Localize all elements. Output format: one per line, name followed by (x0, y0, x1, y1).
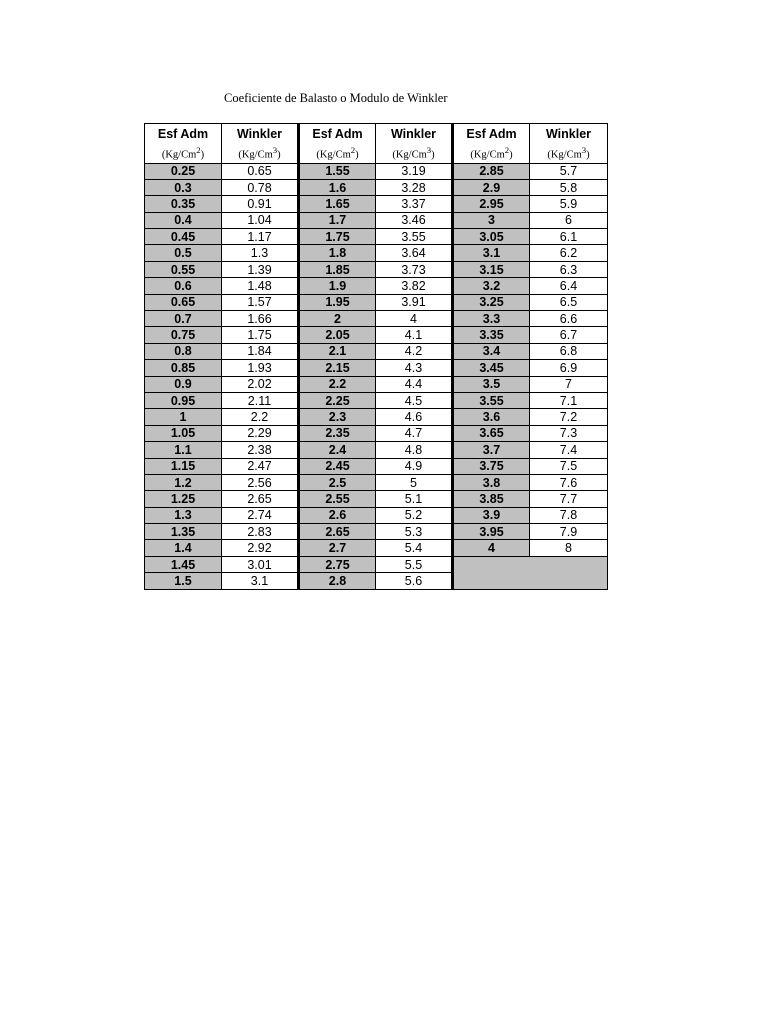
winkler-table (144, 123, 608, 590)
winkler-cell: 7.1 (530, 392, 608, 408)
table-row (145, 212, 608, 228)
winkler-cell: 6.5 (530, 294, 608, 310)
esf-adm-cell: 3.9 (453, 507, 530, 523)
winkler-cell: 5.1 (376, 491, 453, 507)
winkler-cell: 5.3 (376, 524, 453, 540)
esf-adm-cell: 3.25 (453, 294, 530, 310)
winkler-cell: 6.8 (530, 343, 608, 359)
winkler-cell: 4.1 (376, 327, 453, 343)
esf-adm-cell: 0.55 (145, 261, 222, 277)
winkler-cell: 4.8 (376, 442, 453, 458)
esf-adm-cell: 3.05 (453, 229, 530, 245)
table-row (145, 491, 608, 507)
esf-adm-cell: 1.3 (145, 507, 222, 523)
winkler-cell: 5 (376, 474, 453, 490)
esf-adm-cell: 1.15 (145, 458, 222, 474)
table-body (145, 163, 608, 589)
winkler-cell: 4.2 (376, 343, 453, 359)
winkler-cell: 3.91 (376, 294, 453, 310)
winkler-cell: 1.66 (222, 311, 299, 327)
table-row (145, 425, 608, 441)
table-row (145, 376, 608, 392)
esf-adm-cell: 1.45 (145, 556, 222, 572)
winkler-header: Winkler (222, 124, 299, 144)
table-row (145, 524, 608, 540)
esf-adm-cell: 2.75 (299, 556, 376, 572)
winkler-cell: 4.7 (376, 425, 453, 441)
esf-adm-header: Esf Adm (145, 124, 222, 144)
esf-adm-cell: 4 (453, 540, 530, 556)
winkler-cell: 7.8 (530, 507, 608, 523)
table-row (145, 409, 608, 425)
winkler-cell: 5.9 (530, 196, 608, 212)
winkler-cell: 4.6 (376, 409, 453, 425)
esf-adm-header: Esf Adm (453, 124, 530, 144)
winkler-cell: 3.19 (376, 163, 453, 179)
esf-adm-cell: 2 (299, 311, 376, 327)
winkler-cell: 2.92 (222, 540, 299, 556)
esf-adm-cell: 3.8 (453, 474, 530, 490)
winkler-cell: 1.75 (222, 327, 299, 343)
esf-adm-cell: 1.9 (299, 278, 376, 294)
winkler-cell: 5.2 (376, 507, 453, 523)
table-row (145, 311, 608, 327)
winkler-cell: 6.9 (530, 360, 608, 376)
table-row (145, 245, 608, 261)
esf-adm-cell: 1.6 (299, 179, 376, 195)
esf-adm-cell: 2.4 (299, 442, 376, 458)
esf-adm-cell: 3.95 (453, 524, 530, 540)
winkler-cell: 5.8 (530, 179, 608, 195)
winkler-cell: 1.84 (222, 343, 299, 359)
winkler-cell: 5.4 (376, 540, 453, 556)
table-row (145, 360, 608, 376)
esf-adm-cell: 0.7 (145, 311, 222, 327)
esf-adm-cell: 3.1 (453, 245, 530, 261)
esf-adm-cell: 0.95 (145, 392, 222, 408)
winkler-cell: 7.4 (530, 442, 608, 458)
esf-adm-cell: 2.9 (453, 179, 530, 195)
table-row (145, 474, 608, 490)
winkler-cell: 0.91 (222, 196, 299, 212)
esf-adm-cell: 3.6 (453, 409, 530, 425)
esf-adm-cell: 1.05 (145, 425, 222, 441)
winkler-cell: 1.17 (222, 229, 299, 245)
winkler-cell: 1.04 (222, 212, 299, 228)
esf-adm-header: Esf Adm (299, 124, 376, 144)
table-row (145, 294, 608, 310)
winkler-cell: 3.37 (376, 196, 453, 212)
esf-adm-cell: 1.5 (145, 573, 222, 589)
winkler-unit: (Kg/Cm$^3$) (222, 143, 299, 163)
esf-adm-cell: 0.75 (145, 327, 222, 343)
esf-adm-cell: 2.2 (299, 376, 376, 392)
winkler-cell: 2.2 (222, 409, 299, 425)
esf-adm-cell: 2.25 (299, 392, 376, 408)
esf-adm-cell: 1.25 (145, 491, 222, 507)
winkler-cell: 3.1 (222, 573, 299, 589)
esf-unit: (Kg/Cm$^2$) (299, 143, 376, 163)
esf-adm-cell: 3.7 (453, 442, 530, 458)
winkler-cell: 3.55 (376, 229, 453, 245)
empty-shaded-cell (453, 556, 608, 589)
esf-adm-cell: 3.5 (453, 376, 530, 392)
esf-adm-cell: 0.85 (145, 360, 222, 376)
winkler-cell: 2.29 (222, 425, 299, 441)
winkler-cell: 6.2 (530, 245, 608, 261)
winkler-cell: 7.2 (530, 409, 608, 425)
esf-adm-cell: 2.95 (453, 196, 530, 212)
esf-adm-cell: 0.35 (145, 196, 222, 212)
winkler-cell: 7.7 (530, 491, 608, 507)
winkler-cell: 6.6 (530, 311, 608, 327)
winkler-cell: 2.11 (222, 392, 299, 408)
esf-adm-cell: 1.55 (299, 163, 376, 179)
unit-row (145, 143, 608, 163)
winkler-cell: 1.3 (222, 245, 299, 261)
esf-adm-cell: 3.4 (453, 343, 530, 359)
esf-adm-cell: 0.9 (145, 376, 222, 392)
table-row (145, 458, 608, 474)
esf-adm-cell: 2.35 (299, 425, 376, 441)
table-row (145, 179, 608, 195)
table-row (145, 261, 608, 277)
winkler-cell: 2.38 (222, 442, 299, 458)
winkler-cell: 5.5 (376, 556, 453, 572)
winkler-cell: 6.3 (530, 261, 608, 277)
winkler-cell: 4.3 (376, 360, 453, 376)
esf-adm-cell: 0.3 (145, 179, 222, 195)
esf-adm-cell: 1.95 (299, 294, 376, 310)
esf-adm-cell: 3 (453, 212, 530, 228)
winkler-cell: 1.39 (222, 261, 299, 277)
esf-adm-cell: 2.3 (299, 409, 376, 425)
esf-adm-cell: 2.45 (299, 458, 376, 474)
winkler-header: Winkler (376, 124, 453, 144)
header-row (145, 124, 608, 144)
table-row (145, 540, 608, 556)
winkler-cell: 4.9 (376, 458, 453, 474)
winkler-header: Winkler (530, 124, 608, 144)
winkler-cell: 6.4 (530, 278, 608, 294)
esf-adm-cell: 2.65 (299, 524, 376, 540)
esf-adm-cell: 3.35 (453, 327, 530, 343)
winkler-cell: 1.48 (222, 278, 299, 294)
winkler-cell: 0.78 (222, 179, 299, 195)
winkler-unit: (Kg/Cm$^3$) (376, 143, 453, 163)
winkler-cell: 3.64 (376, 245, 453, 261)
winkler-cell: 7.3 (530, 425, 608, 441)
esf-adm-cell: 3.3 (453, 311, 530, 327)
esf-adm-cell: 0.4 (145, 212, 222, 228)
esf-adm-cell: 0.45 (145, 229, 222, 245)
winkler-cell: 2.56 (222, 474, 299, 490)
esf-adm-cell: 0.6 (145, 278, 222, 294)
esf-adm-cell: 1.2 (145, 474, 222, 490)
winkler-cell: 1.93 (222, 360, 299, 376)
winkler-cell: 7.9 (530, 524, 608, 540)
esf-adm-cell: 0.8 (145, 343, 222, 359)
winkler-cell: 0.65 (222, 163, 299, 179)
esf-adm-cell: 2.7 (299, 540, 376, 556)
esf-adm-cell: 3.65 (453, 425, 530, 441)
winkler-cell: 2.65 (222, 491, 299, 507)
esf-adm-cell: 1.8 (299, 245, 376, 261)
esf-adm-cell: 0.65 (145, 294, 222, 310)
table-row (145, 196, 608, 212)
winkler-cell: 2.47 (222, 458, 299, 474)
winkler-cell: 7.6 (530, 474, 608, 490)
winkler-cell: 8 (530, 540, 608, 556)
winkler-cell: 4.4 (376, 376, 453, 392)
winkler-cell: 5.6 (376, 573, 453, 589)
esf-adm-cell: 0.25 (145, 163, 222, 179)
winkler-cell: 2.02 (222, 376, 299, 392)
winkler-unit: (Kg/Cm$^3$) (530, 143, 608, 163)
esf-adm-cell: 3.15 (453, 261, 530, 277)
winkler-cell: 3.82 (376, 278, 453, 294)
winkler-cell: 5.7 (530, 163, 608, 179)
esf-unit: (Kg/Cm$^2$) (453, 143, 530, 163)
table-row (145, 229, 608, 245)
table-row (145, 442, 608, 458)
esf-adm-cell: 2.05 (299, 327, 376, 343)
table-row (145, 392, 608, 408)
winkler-cell: 3.46 (376, 212, 453, 228)
table-row (145, 327, 608, 343)
esf-adm-cell: 2.8 (299, 573, 376, 589)
esf-adm-cell: 2.5 (299, 474, 376, 490)
table-row (145, 556, 608, 572)
esf-adm-cell: 2.1 (299, 343, 376, 359)
esf-adm-cell: 2.6 (299, 507, 376, 523)
esf-adm-cell: 3.85 (453, 491, 530, 507)
esf-adm-cell: 3.45 (453, 360, 530, 376)
esf-adm-cell: 3.55 (453, 392, 530, 408)
winkler-cell: 2.74 (222, 507, 299, 523)
winkler-cell: 6.1 (530, 229, 608, 245)
table-row (145, 278, 608, 294)
esf-adm-cell: 2.85 (453, 163, 530, 179)
winkler-cell: 4.5 (376, 392, 453, 408)
esf-adm-cell: 1.85 (299, 261, 376, 277)
esf-adm-cell: 1.7 (299, 212, 376, 228)
esf-adm-cell: 1.65 (299, 196, 376, 212)
winkler-cell: 1.57 (222, 294, 299, 310)
table-row (145, 507, 608, 523)
esf-adm-cell: 2.15 (299, 360, 376, 376)
winkler-cell: 7.5 (530, 458, 608, 474)
esf-adm-cell: 3.2 (453, 278, 530, 294)
esf-adm-cell: 2.55 (299, 491, 376, 507)
esf-unit: (Kg/Cm$^2$) (145, 143, 222, 163)
winkler-cell: 4 (376, 311, 453, 327)
winkler-cell: 6 (530, 212, 608, 228)
winkler-cell: 7 (530, 376, 608, 392)
esf-adm-cell: 0.5 (145, 245, 222, 261)
esf-adm-cell: 1.4 (145, 540, 222, 556)
winkler-cell: 3.01 (222, 556, 299, 572)
winkler-cell: 2.83 (222, 524, 299, 540)
winkler-cell: 3.73 (376, 261, 453, 277)
esf-adm-cell: 1.35 (145, 524, 222, 540)
table-row (145, 163, 608, 179)
winkler-cell: 3.28 (376, 179, 453, 195)
esf-adm-cell: 3.75 (453, 458, 530, 474)
page-title: Coeficiente de Balasto o Modulo de Winkler (224, 91, 448, 105)
winkler-cell: 6.7 (530, 327, 608, 343)
esf-adm-cell: 1 (145, 409, 222, 425)
table-row (145, 343, 608, 359)
esf-adm-cell: 1.1 (145, 442, 222, 458)
esf-adm-cell: 1.75 (299, 229, 376, 245)
